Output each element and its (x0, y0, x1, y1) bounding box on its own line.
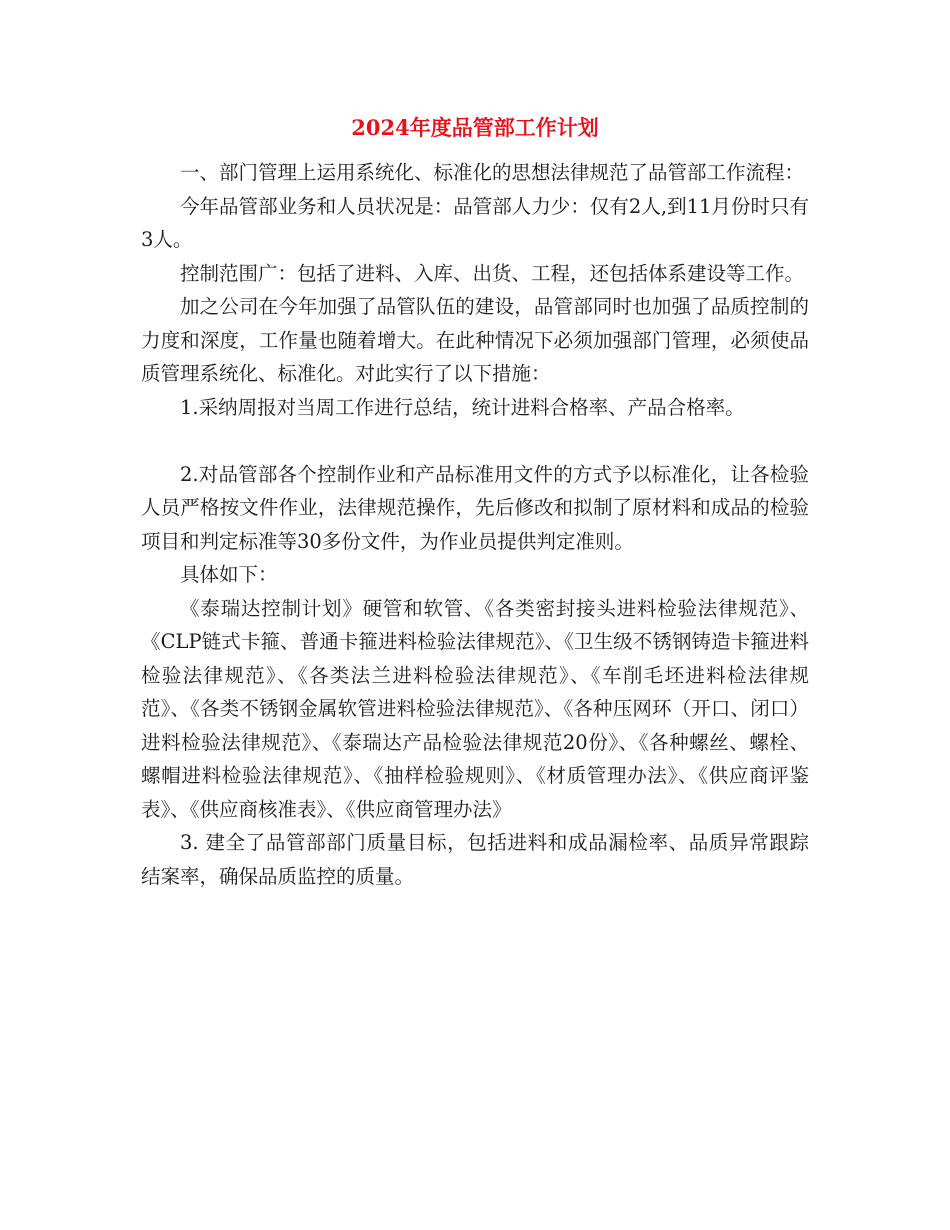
paragraph-measures-intro: 加之公司在今年加强了品管队伍的建设，品管部同时也加强了品质控制的力度和深度，工作量也随着增大。在此种情况下必须加强部门管理，必须使品质管理系统化、标准化。对此实行了以下措施： (141, 295, 809, 385)
document-body (141, 156, 809, 893)
paragraph-staffing: 今年品管部业务和人员状况是：品管部人力少：仅有2人,到11月份时只有3人。 (141, 194, 809, 251)
paragraph-document-list: 《泰瑞达控制计划》硬管和软管、《各类密封接头进料检验法律规范》、《CLP链式卡箍、普通卡箍进料检验法律规范》、《卫生级不锈钢铸造卡箍进料检验法律规范》、《各类法兰进料检验法律规范》、《车削毛坯进料检法律规范》、《各类不锈钢金属软管进料检验法律规范》、《各种压网环（开口、闭口）进料检验法律规范》、《泰瑞达产品检验法律规范20份》、《各种螺丝、螺栓、螺帽进料检验法律规范》、《抽样检验规则》、《材质管理办法》、《供应商评鉴表》、《供应商核准表》、《供应商管理办法》 (141, 596, 809, 821)
paragraph-scope: 控制范围广：包括了进料、入库、出货、工程，还包括体系建设等工作。 (180, 261, 805, 285)
paragraph-measure-2: 2.对品管部各个控制作业和产品标准用文件的方式予以标准化，让各检验人员严格按文件作业，法律规范操作，先后修改和拟制了原材料和成品的检验项目和判定标准等30多份文件，为作业员提供判定准则。 (141, 462, 809, 553)
paragraph-details-label: 具体如下： (180, 563, 278, 586)
paragraph-measure-1: 1.采纳周报对当周工作进行总结，统计进料合格率、产品合格率。 (180, 395, 745, 419)
paragraph-measure-3: 3. 建全了品管部部门质量目标，包括进料和成品漏检率、品质异常跟踪结案率，确保品质监控的质量。 (141, 831, 809, 888)
document-title: 2024年度品管部工作计划 (351, 115, 599, 140)
paragraph-section-heading: 一、部门管理上运用系统化、标准化的思想法律规范了品管部工作流程： (180, 161, 805, 184)
